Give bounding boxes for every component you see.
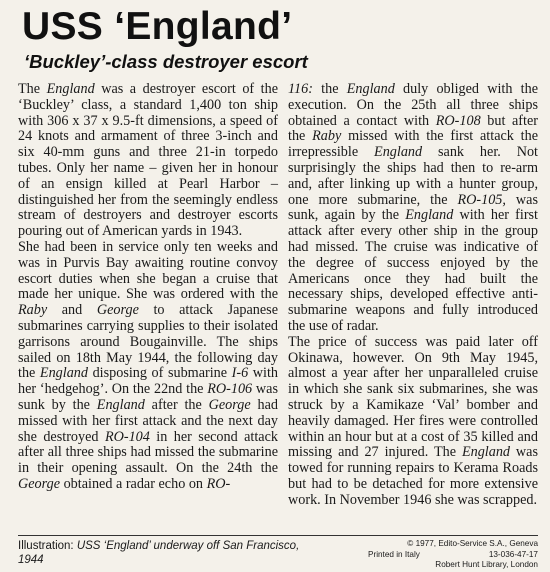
printed-text: Printed in Italy [368, 549, 420, 559]
ship-name: Raby [18, 302, 48, 319]
library-line [368, 560, 538, 571]
footer-divider [18, 535, 538, 536]
text-run: in her second attack after all three ships had missed the submarine in their opening assault. On the 24th the [18, 428, 278, 477]
left-paragraph-1 [18, 82, 278, 240]
text-run: sank her. Not surprisingly the ships had then to re-arm and, after linking up with a hunter group, one more submarine, the [288, 144, 538, 208]
illustration-caption [18, 539, 318, 567]
submarine-name: RO-106 [207, 381, 253, 398]
text-run: after the [144, 396, 209, 413]
text-run: missed with the first attack the irrepressible [288, 128, 538, 161]
text-run: with her ‘hedgehog’. On the 22nd the [18, 365, 278, 398]
right-paragraph-1 [288, 82, 538, 335]
ship-name: George [208, 396, 251, 413]
ship-name: Raby [312, 128, 342, 145]
text-run: had missed with her first attack and the next day she destroyed [18, 396, 278, 445]
ship-name: England [374, 144, 423, 161]
print-line [368, 550, 538, 561]
copyright-text: © 1977, Edito-Service S.A., Geneva [407, 539, 538, 548]
ship-name: England [405, 207, 454, 224]
ship-name: George [18, 475, 61, 492]
ship-name: England [39, 365, 88, 382]
ship-name: England [46, 81, 95, 97]
page-title: USS ‘England’ [22, 5, 293, 48]
text-run: disposing of submarine [88, 365, 232, 382]
credits [368, 539, 538, 571]
text-run: and [47, 302, 97, 319]
left-column [18, 82, 278, 493]
text-run: She had been in service only ten weeks and was in Purvis Bay awaiting routine convoy escort duties when she began a cruise that made her unique. She was ordered with the [18, 238, 278, 303]
ship-name: England [96, 396, 145, 413]
text-run: with her first attack after every other ship in the group had missed. The cruise was indicative of the degree of success enjoyed by the Americans once they had built the necessary ships, developed effective anti-submarine weapons and fully introduced the use of radar. [288, 207, 539, 334]
text-run: The [18, 81, 47, 97]
caption-label: Illustration: [18, 540, 77, 552]
right-paragraph-2 [288, 335, 538, 509]
text-run: The price of success was paid later off Okinawa, however. On 9th May 1945, almost a year after her unparalleled cruise in which she sank six submarines, she was struck by a Kamikaze ‘Val’ bomber and heavily damaged. Her fires were controlled within an hour but at a cost of 35 killed and missing and 27 injured. The [288, 333, 538, 461]
ship-name: England [461, 444, 511, 461]
text-run: the [312, 81, 347, 97]
left-paragraph-2 [18, 240, 278, 493]
submarine-name: RO-104 [104, 428, 150, 445]
ship-name: England [346, 81, 395, 97]
submarine-name: 116: [288, 81, 313, 97]
submarine-name: RO-105, [457, 191, 506, 208]
caption-text: USS ‘England’ underway off San Francisco, 1944 [18, 540, 300, 566]
library-credit: Robert Hunt Library, London [435, 560, 538, 569]
text-run: was sunk by the [18, 381, 278, 413]
submarine-name: RO- [206, 475, 231, 492]
text-run: but after the [288, 112, 538, 145]
ship-name: George [96, 302, 139, 319]
text-run: duly obliged with the execution. On the 25th all three ships obtained a contact with [288, 81, 538, 129]
text-run: was towed for running repairs to Kerama Roads but had to be detached for more extensive work. In November 1946 she was scrapped. [288, 444, 538, 508]
page-subtitle: ‘Buckley’-class destroyer escort [24, 51, 308, 72]
card-code: 13-036-47-17 [488, 549, 538, 559]
text-run: obtained a radar echo on [60, 475, 207, 492]
submarine-name: I-6 [231, 365, 249, 382]
text-run: to attack Japanese submarines carrying supplies to their isolated garrisons around Bougainville. The ships sailed on 18th May 1944, the following day the [18, 302, 278, 382]
text-run: was a destroyer escort of the ‘Buckley’ class, a standard 1,400 ton ship with 306 x 37 x 9.5-ft dimensions, a speed of 24 knots and armament of three 3-inch and six 40-mm guns and three 21-in torpedo tubes. Only her name – given her in honour of an ensign killed at Pearl Harbor – distinguished her from the seemingly endless stream of destroyers and destroyer escorts pouring out of American yards in 1943. [18, 81, 278, 240]
copyright-line [368, 539, 538, 550]
text-run: was sunk, again by the [288, 191, 538, 224]
submarine-name: RO-108 [435, 112, 481, 129]
right-column [288, 82, 538, 509]
